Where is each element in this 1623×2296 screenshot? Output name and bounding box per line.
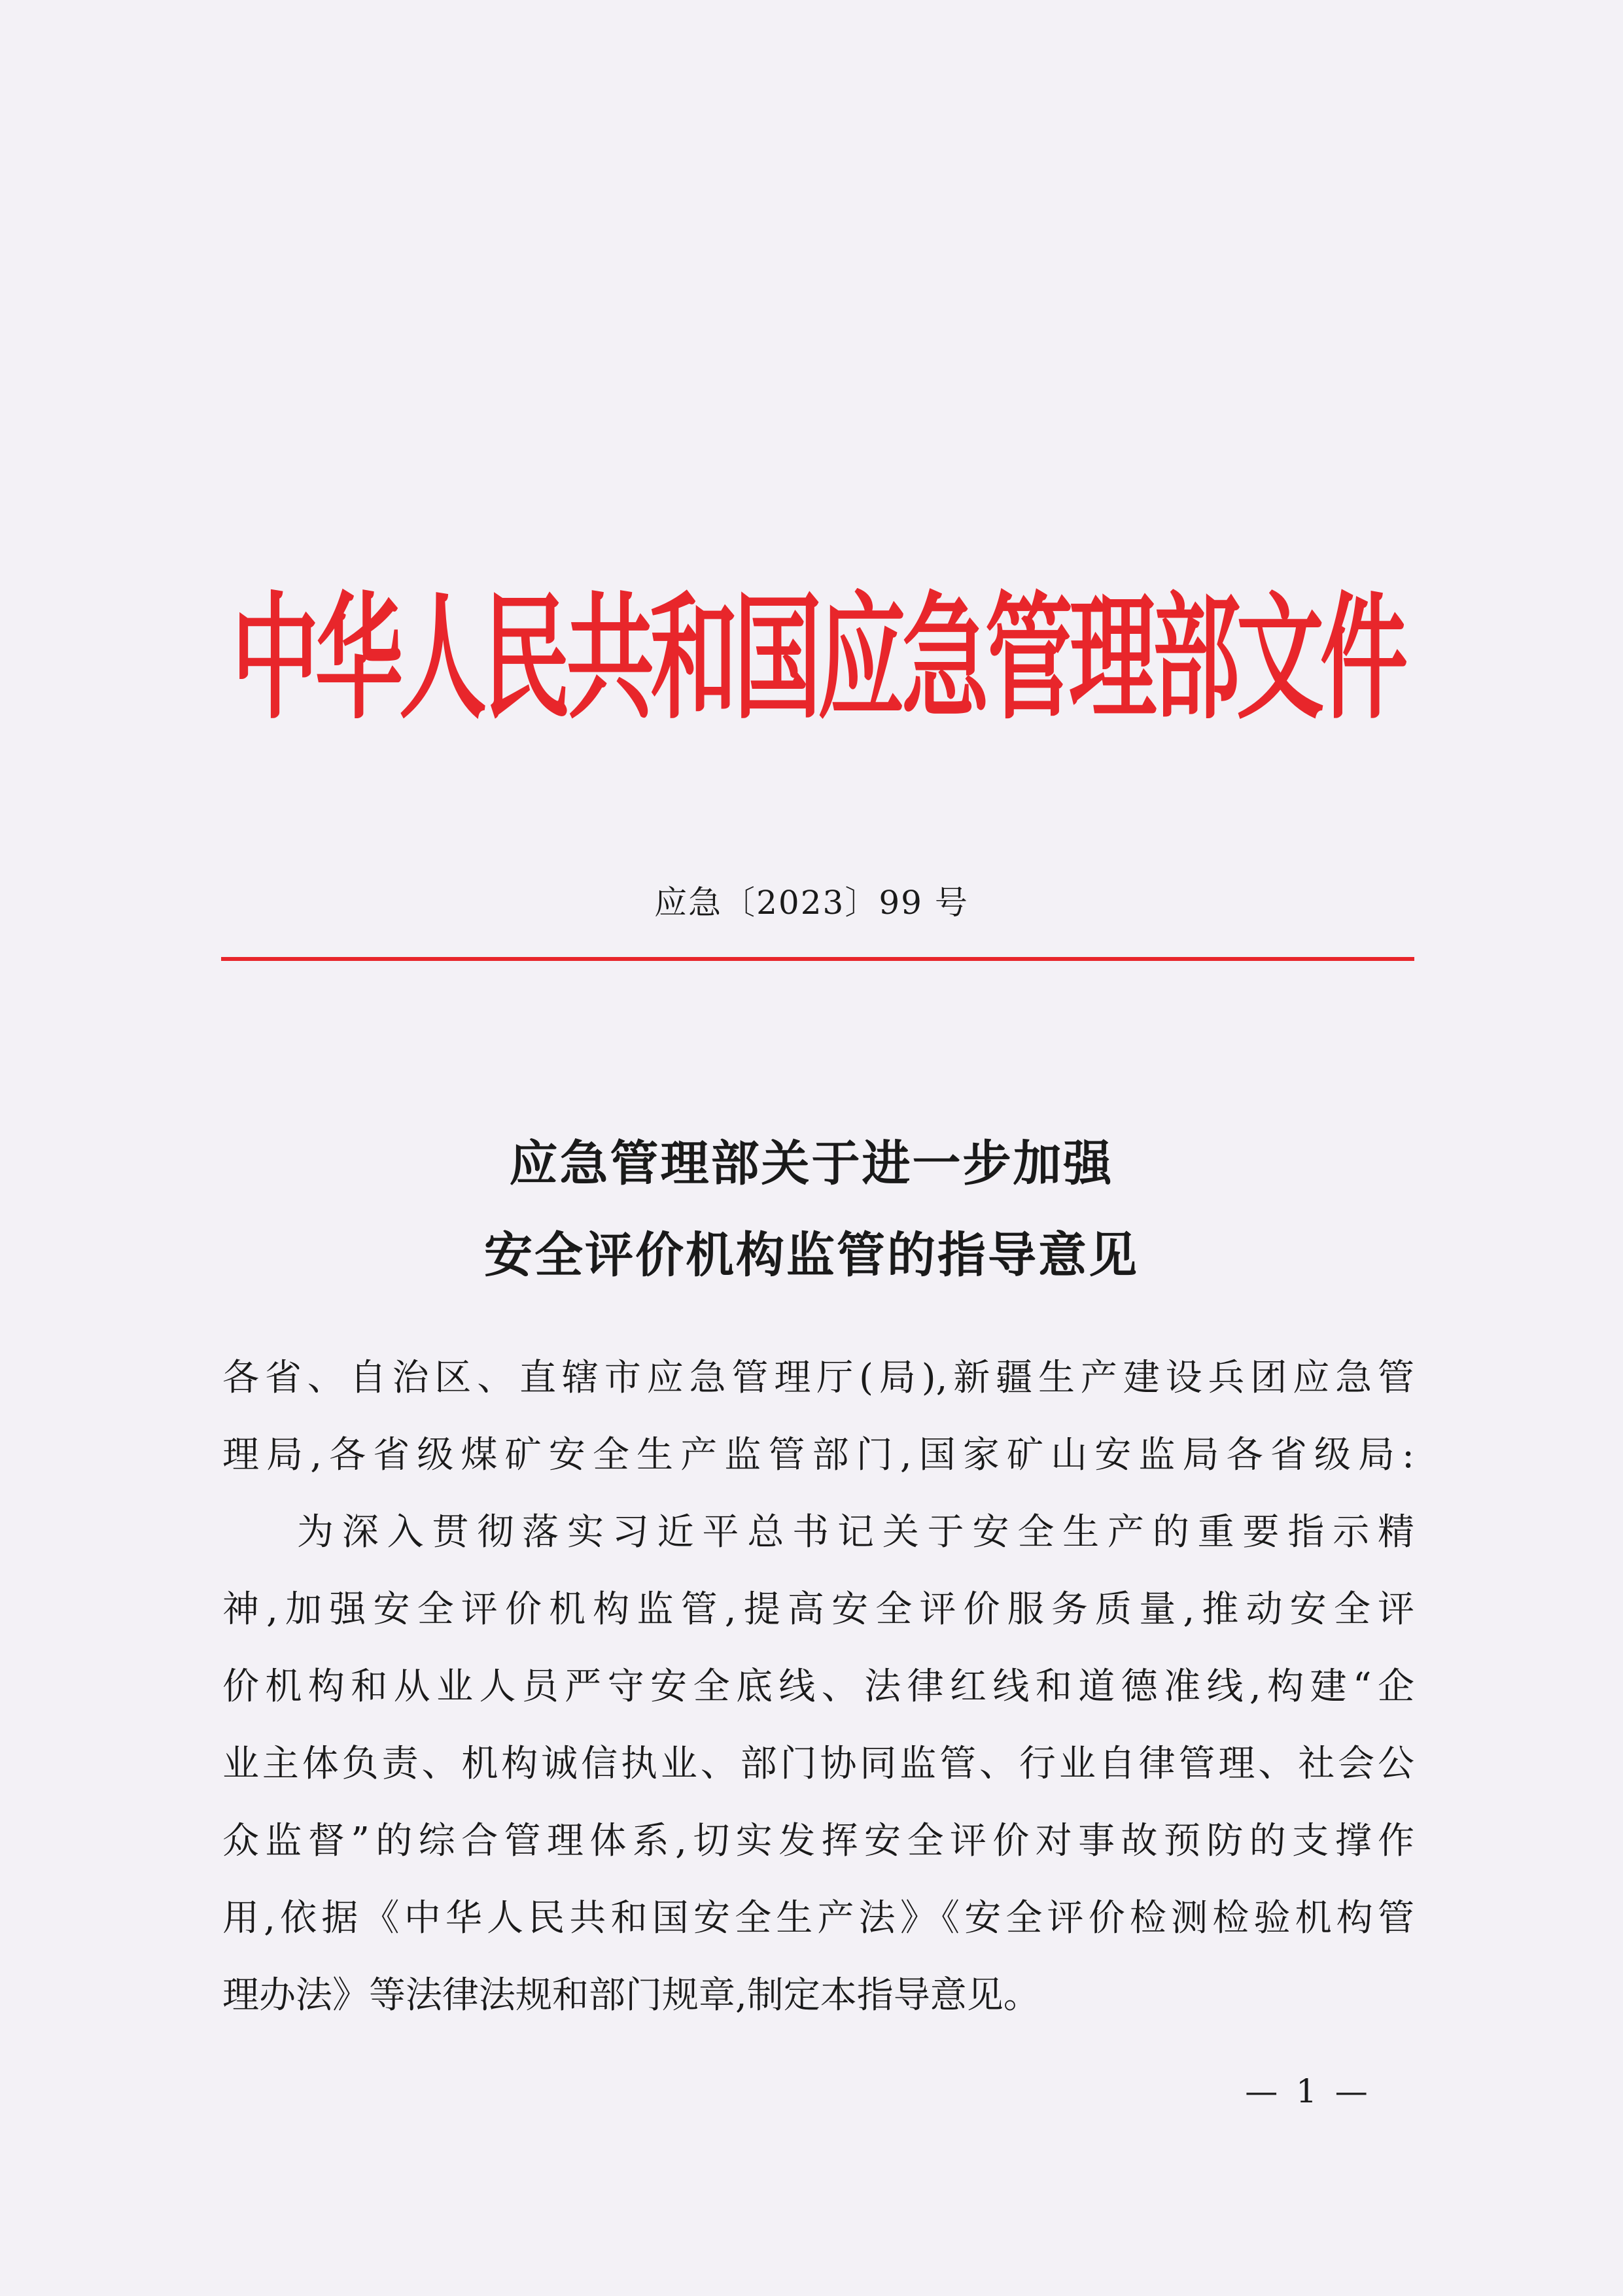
red-separator-line — [221, 957, 1414, 961]
page-number: — 1 — — [1245, 2072, 1372, 2110]
body-line: 神,加强安全评价机构监管,提高安全评价服务质量,推动安全评 — [222, 1588, 1414, 1631]
masthead-title: 中华人民共和国应急管理部文件 — [232, 578, 1405, 738]
document-title-line-1: 应急管理部关于进一步加强 — [509, 1136, 1114, 1192]
body-line: 众监督”的综合管理体系,切实发挥安全评价对事故预防的支撑作 — [222, 1820, 1414, 1862]
body-line: 用,依据《中华人民共和国安全生产法》《安全评价检测检验机构管 — [222, 1897, 1414, 1939]
masthead — [232, 563, 1405, 738]
body-line: 价机构和从业人员严守安全底线、法律红线和道德准线,构建“企 — [222, 1665, 1414, 1708]
document-number: 应急〔2023〕99 号 — [654, 884, 969, 922]
body-line: 为深入贯彻落实习近平总书记关于安全生产的重要指示精 — [297, 1511, 1414, 1554]
document-title-line-2: 安全评价机构监管的指导意见 — [484, 1227, 1139, 1283]
body-line: 业主体负责、机构诚信执业、部门协同监管、行业自律管理、社会公 — [222, 1743, 1414, 1785]
body-line: 理局,各省级煤矿安全生产监管部门,国家矿山安监局各省级局: — [222, 1434, 1414, 1476]
body-line: 各省、自治区、直辖市应急管理厅(局),新疆生产建设兵团应急管 — [222, 1357, 1414, 1399]
body-line: 理办法》等法律法规和部门规章,制定本指导意见。 — [222, 1974, 1040, 2017]
